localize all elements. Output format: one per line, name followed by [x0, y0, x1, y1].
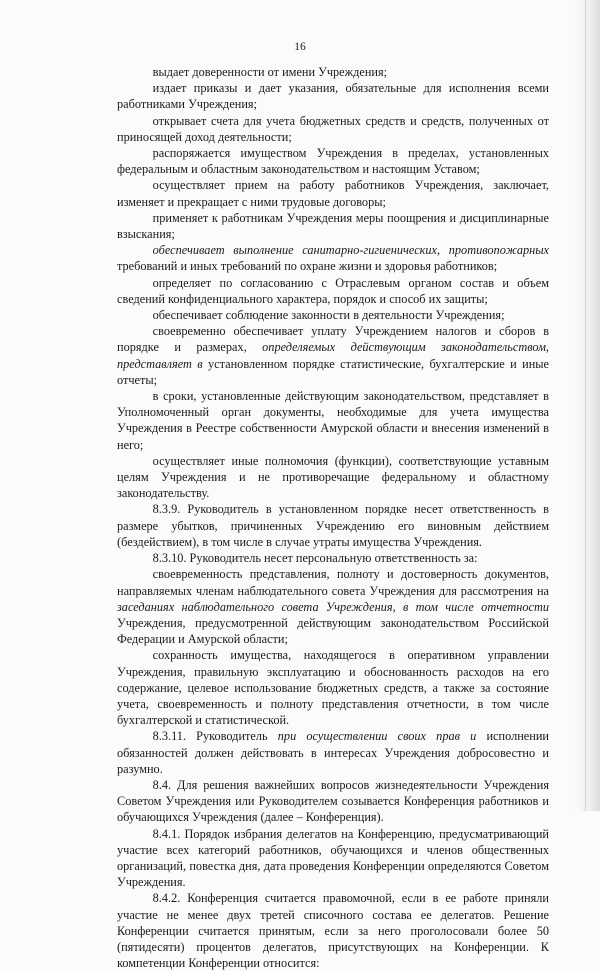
text-run: 8.3.11. Руководитель	[152, 729, 278, 744]
text-run: Учреждения, предусмотренной действующим законодательством Российской Федерации и Амурской области;	[117, 615, 549, 647]
text-run: исполнении обязанностей должен действовать в интересах Учреждения добросовестно и разумно.	[117, 729, 549, 776]
paragraph	[117, 210, 549, 242]
text-run: осуществляет иные полномочия (функции), соответствующие уставным целям Учреждения и не противоречащие федеральному и областному законодательству.	[117, 453, 549, 501]
text-run: выдает доверенности от имени Учреждения;	[152, 65, 388, 79]
paragraph	[117, 323, 549, 388]
paragraph	[117, 307, 549, 323]
paragraph	[117, 826, 549, 891]
text-run: заседаниях наблюдательного совета Учреждения, в том числе отчетности	[117, 599, 549, 614]
scan-edge-line	[585, 0, 586, 811]
paragraph	[117, 566, 549, 647]
text-run: 8.4.2. Конференция считается правомочной, если в ее работе приняли участие не менее двух третей списочного состава ее делегатов. Решение Конференции считается принятым, если за него проголосовали более 50 (пятидесяти) процентов делегатов, присутствующих на Конференции. К компетенции Конференции относится:	[117, 891, 549, 971]
paragraph	[117, 388, 549, 453]
text-run: определяет по согласованию с Отраслевым органом состав и объем сведений конфиденциального характера, порядок и способ их защиты;	[117, 275, 549, 306]
text-run: 8.4. Для решения важнейших вопросов жизнедеятельности Учреждения Советом Учреждения или Руководителем созывается Конференция работников и обучающихся Учреждения (далее – Конференция).	[117, 777, 549, 825]
page-number: 16	[294, 41, 306, 53]
text-run: 8.4.1. Порядок избрания делегатов на Конференцию, предусматривающий участие всех категорий работников, обучающихся и членов общественных организаций, повестка дня, дата проведения Конференции определяются Советом Учреждения.	[117, 826, 549, 890]
text-run: обеспечивает выполнение санитарно-гигиенических, противопожарных	[152, 243, 549, 258]
scan-shadow	[574, 0, 600, 811]
text-run: распоряжается имуществом Учреждения в пределах, установленных федеральным и областным законодательством и настоящим Уставом;	[117, 146, 549, 177]
text-run: осуществляет прием на работу работников Учреждения, заключает, изменяет и прекращает с ними трудовые договоры;	[117, 178, 549, 209]
paragraph	[117, 728, 549, 777]
paragraph	[117, 453, 549, 502]
text-run: при осуществлении своих прав и	[277, 729, 477, 744]
text-run: открывает счета для учета бюджетных средств и средств, полученных от приносящей доход деятельности;	[117, 113, 549, 144]
text-run: определяемых действующим законодательством, представляет в	[117, 340, 549, 371]
paragraph	[117, 80, 549, 112]
paragraph	[117, 550, 549, 566]
text-run: применяет к работникам Учреждения меры поощрения и дисциплинарные взыскания;	[117, 210, 549, 242]
text-run: своевременность представления, полноту и достоверность документов, направляемых членам наблюдательного совета Учреждения для рассмотрения на	[117, 567, 549, 598]
text-run: обеспечивает соблюдение законности в деятельности Учреждения;	[152, 308, 505, 323]
paragraph	[117, 275, 549, 307]
paragraph	[117, 501, 549, 550]
paragraph	[117, 145, 549, 177]
text-run: сохранность имущества, находящегося в оперативном управлении Учреждения, правильную эксплуатацию и обоснованность расходов на его содержание, целевое использование бюджетных средств, а также за состояние учета, своевременность и полноту представления отчетности, в том числе бухгалтерской и статистической.	[117, 648, 549, 728]
paragraph	[117, 242, 549, 274]
paragraph	[117, 890, 549, 971]
text-run: установленном порядке статистические, бухгалтерские и иные отчеты;	[117, 356, 549, 387]
paragraph	[117, 113, 549, 145]
text-run: требований и иных требований по охране жизни и здоровья работников;	[117, 259, 498, 274]
paragraph	[117, 64, 549, 80]
paragraph	[117, 177, 549, 209]
text-run: своевременно обеспечивает уплату Учреждением налогов и сборов в порядке и размерах,	[117, 324, 549, 355]
text-run: издает приказы и дает указания, обязательные для исполнения всеми работниками Учреждения;	[117, 81, 549, 112]
paragraph	[117, 777, 549, 826]
text-run: в сроки, установленные действующим законодательством, представляет в Уполномоченный орган документы, необходимые для учета имущества Учреждения в Реестре собственности Амурской области и внесения изменений в него;	[117, 389, 549, 452]
paragraph	[117, 647, 549, 728]
text-run: 8.3.10. Руководитель несет персональную ответственность за:	[152, 551, 478, 566]
document-body	[117, 64, 549, 971]
text-run: 8.3.9. Руководитель в установленном порядке несет ответственность в размере убытков, причиненных Учреждению его виновным действием (бездействием), в том числе в случае утраты имущества Учреждения.	[117, 502, 549, 549]
